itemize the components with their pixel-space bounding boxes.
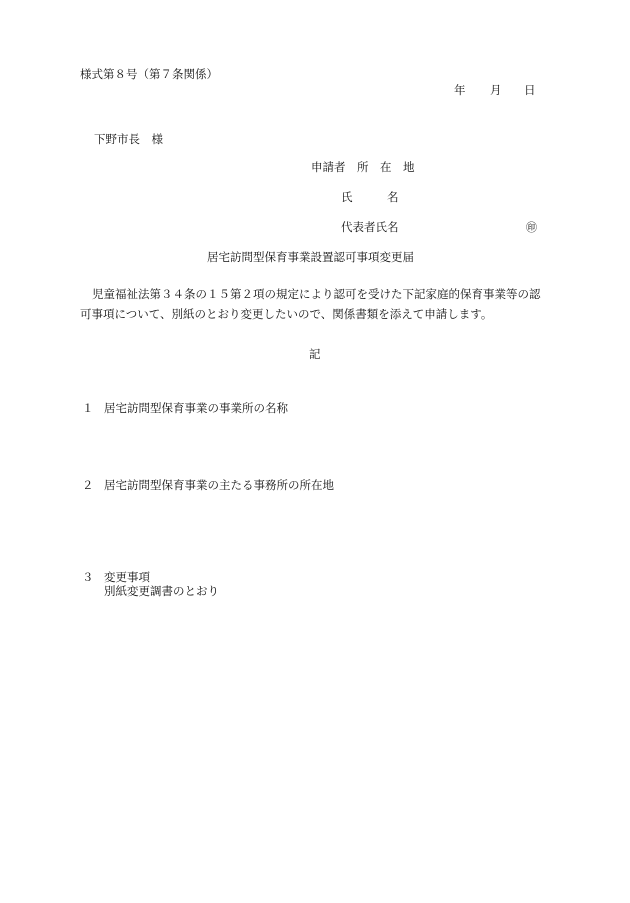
item-number: ３: [82, 570, 94, 584]
document-title: 居宅訪問型保育事業設置認可事項変更届: [207, 250, 414, 264]
date-line: [454, 82, 536, 98]
item-label: 変更事項: [104, 570, 150, 584]
list-item: [82, 477, 334, 493]
item-detail: 別紙変更調書のとおり: [104, 584, 219, 598]
form-number: 様式第８号（第７条関係）: [80, 67, 218, 81]
date-year-label: 年: [454, 83, 466, 97]
item-number: １: [82, 401, 94, 415]
date-day-label: 日: [524, 83, 536, 97]
representative-name-label: 代表者氏名: [341, 220, 399, 234]
item-number: ２: [82, 478, 94, 492]
addressee: 下野市長 様: [94, 132, 163, 146]
applicant-name-label: 氏 名: [341, 190, 399, 204]
date-month-label: 月: [490, 83, 502, 97]
ki-heading: 記: [309, 347, 321, 361]
list-item: [82, 400, 288, 416]
body-paragraph: 児童福祉法第３４条の１５第２項の規定により認可を受けた下記家庭的保育事業等の認可事項について、別紙のとおり変更したいので、関係書類を添えて申請します。: [80, 287, 541, 321]
seal-icon: ㊞: [526, 221, 537, 234]
item-label: 居宅訪問型保育事業の事業所の名称: [104, 401, 288, 415]
applicant-address-label: 申請者 所 在 地: [311, 160, 415, 174]
item-label: 居宅訪問型保育事業の主たる事務所の所在地: [104, 478, 334, 492]
